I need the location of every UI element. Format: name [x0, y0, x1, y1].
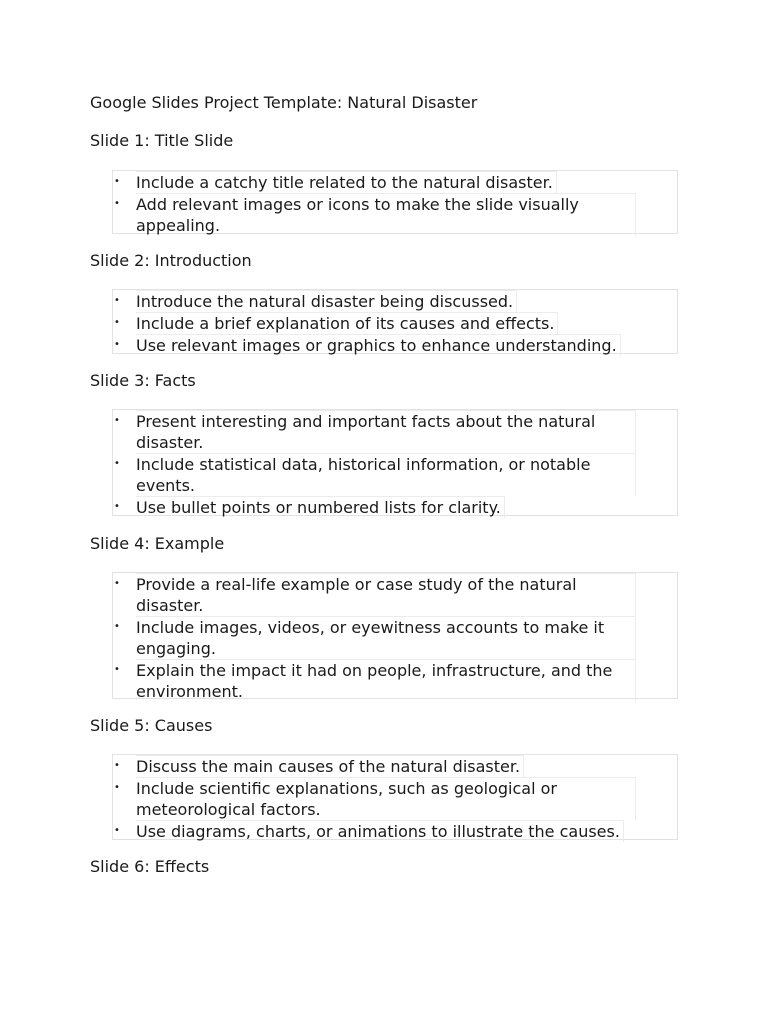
bullet-box-slide-4 — [112, 572, 678, 699]
bullet-icon: • — [114, 415, 120, 426]
bullet-icon: • — [114, 176, 120, 187]
bullet-icon: • — [114, 458, 120, 469]
list-item: • Add relevant images or icons to make the slide visually appealing. — [113, 193, 677, 236]
list-item: • Explain the impact it had on people, infrastructure, and the environment. — [113, 659, 677, 702]
section-heading-slide-3: Slide 3: Facts — [90, 371, 196, 390]
section-heading-slide-1: Slide 1: Title Slide — [90, 131, 234, 150]
list-item: • Include a brief explanation of its causes and effects. — [113, 312, 677, 334]
list-item: • Use bullet points or numbered lists for clarity. — [113, 496, 677, 518]
bullet-icon: • — [114, 825, 120, 836]
section-heading-slide-6: Slide 6: Effects — [90, 857, 210, 876]
bullet-icon: • — [114, 295, 120, 306]
list-item: • Include statistical data, historical information, or notable events. — [113, 453, 677, 496]
list-item: • Use diagrams, charts, or animations to illustrate the causes. — [113, 820, 677, 842]
bullet-icon: • — [114, 317, 120, 328]
list-item: • Introduce the natural disaster being discussed. — [113, 290, 677, 312]
bullet-box-slide-2 — [112, 289, 678, 354]
section-heading-slide-2: Slide 2: Introduction — [90, 251, 252, 270]
bullet-icon: • — [114, 760, 120, 771]
bullet-box-slide-3 — [112, 409, 678, 516]
section-heading-slide-5: Slide 5: Causes — [90, 716, 213, 735]
bullet-icon: • — [114, 501, 120, 512]
list-item: • Discuss the main causes of the natural disaster. — [113, 755, 677, 777]
bullet-icon: • — [114, 621, 120, 632]
document-title: Google Slides Project Template: Natural Disaster — [90, 93, 478, 112]
list-item: • Include images, videos, or eyewitness accounts to make it engaging. — [113, 616, 677, 659]
bullet-icon: • — [114, 782, 120, 793]
list-item: • Include a catchy title related to the natural disaster. — [113, 171, 677, 193]
bullet-icon: • — [114, 198, 120, 209]
bullet-icon: • — [114, 339, 120, 350]
bullet-icon: • — [114, 578, 120, 589]
list-item: • Present interesting and important facts about the natural disaster. — [113, 410, 677, 453]
list-item: • Use relevant images or graphics to enhance understanding. — [113, 334, 677, 356]
list-item: • Provide a real-life example or case study of the natural disaster. — [113, 573, 677, 616]
section-heading-slide-4: Slide 4: Example — [90, 534, 225, 553]
bullet-box-slide-1 — [112, 170, 678, 234]
list-item: • Include scientific explanations, such as geological or meteorological factors. — [113, 777, 677, 820]
bullet-box-slide-5 — [112, 754, 678, 840]
bullet-icon: • — [114, 664, 120, 675]
